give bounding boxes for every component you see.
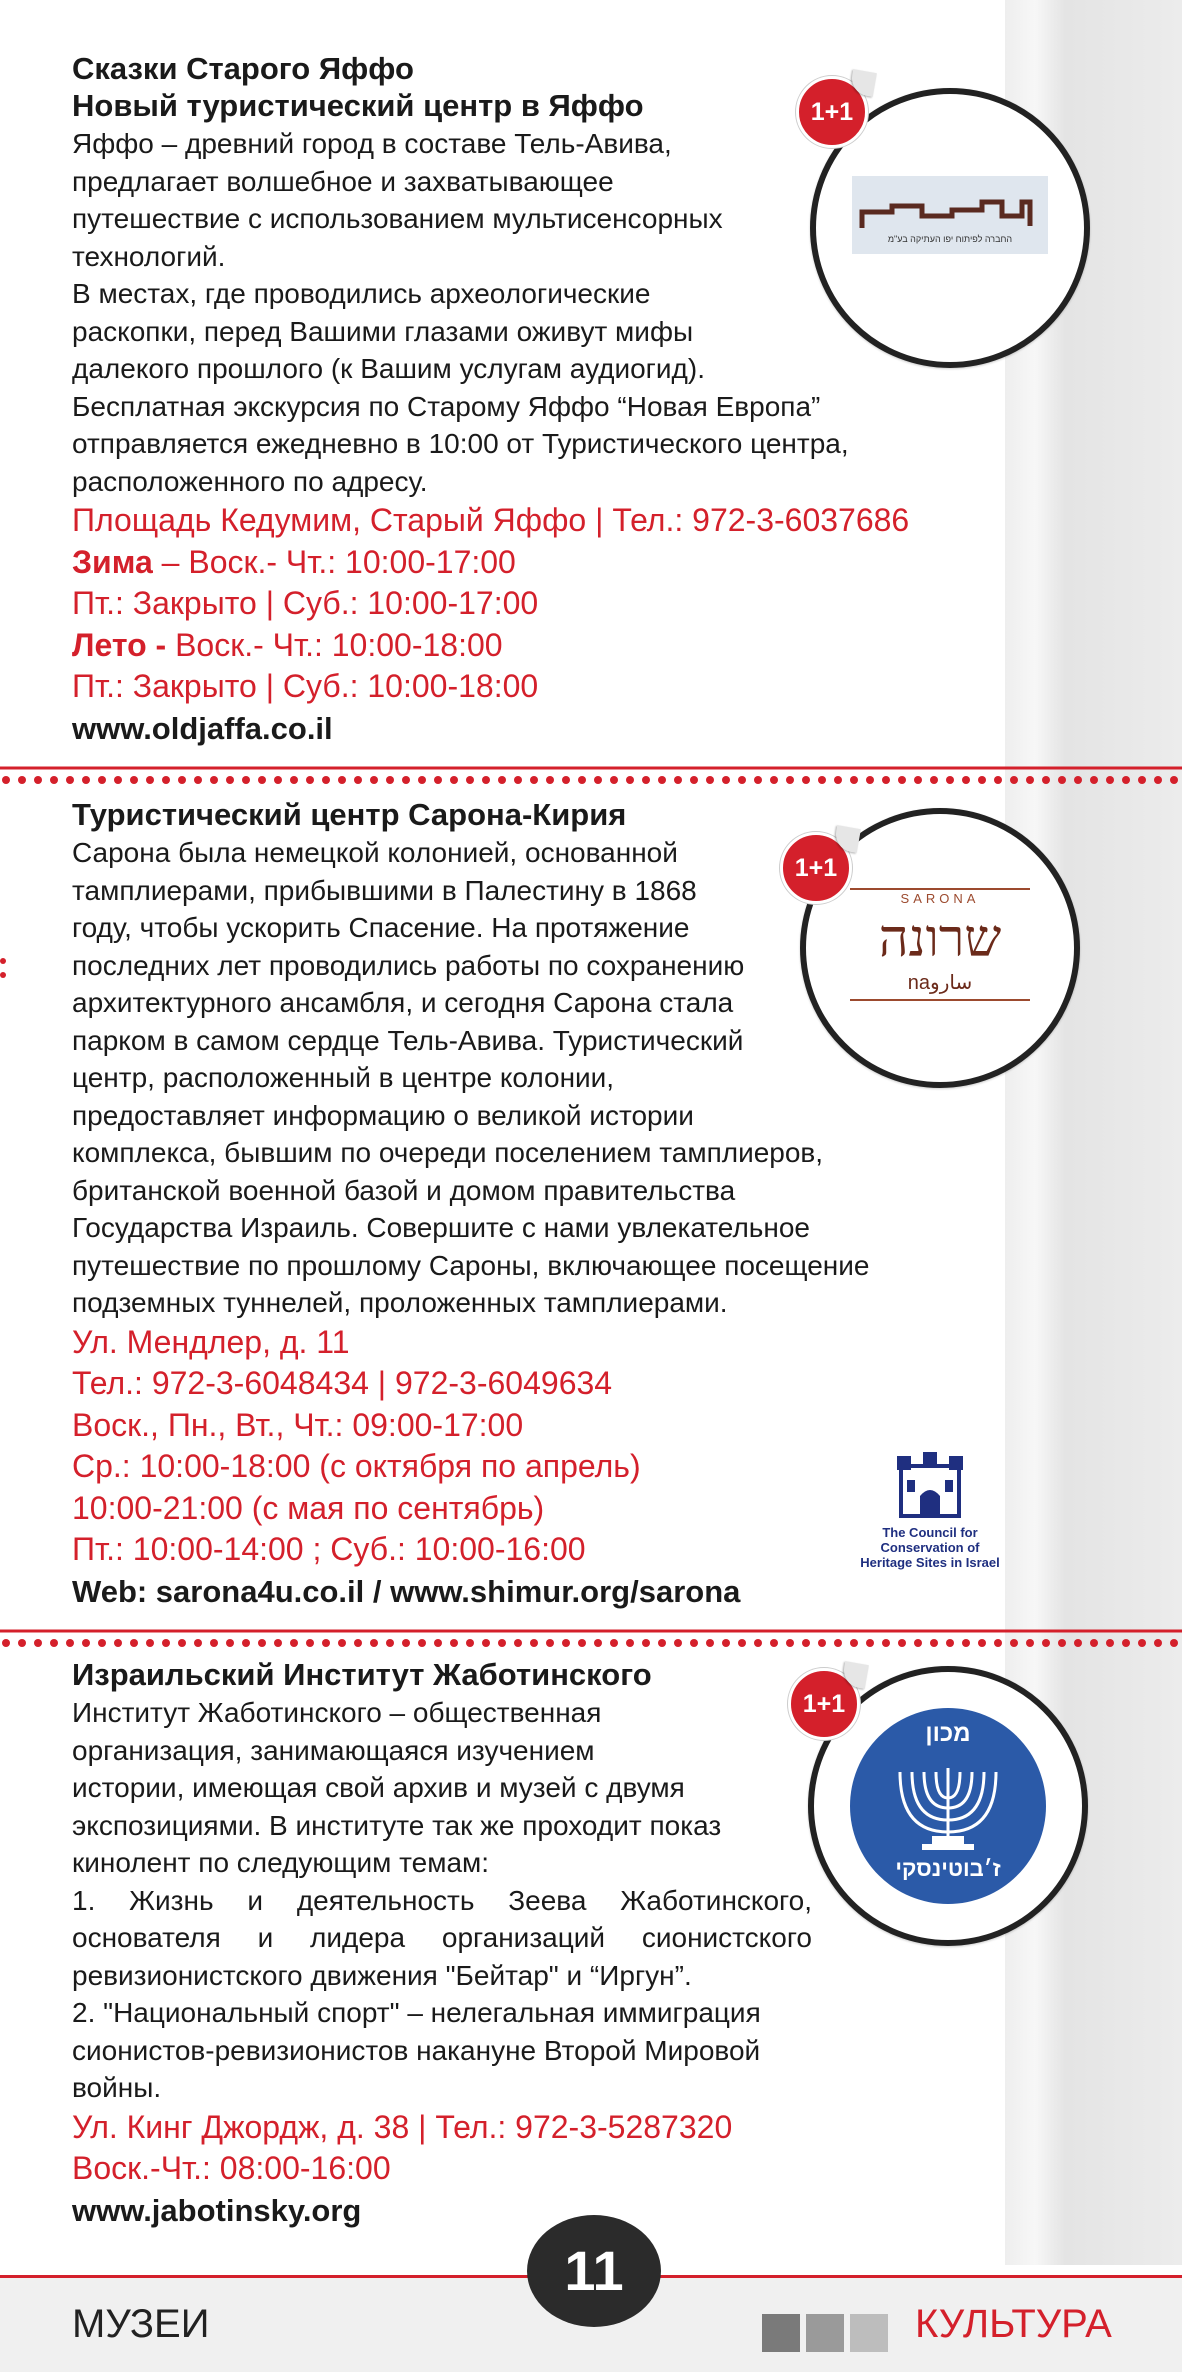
section-body: Институт Жаботинского – общественная организация, занимающаяся изучением истории, имеющая свой архив и музей с двумя экспозициями. В институте так же проходит показ кинолент по следующим темам: 1. Жизнь и деятельность Зеева Жаботинского, основателя и лидера организаций сионистского ревизионистского движения "Бейтар" и “Иргун”. 2. "Национальный спорт" – нелегальная иммиграция сионистов-ревизионистов накануне Второй Мировой войны.: [72, 1697, 812, 2103]
footer-category-right: КУЛЬТУРА: [915, 2302, 1112, 2346]
divider-dot: [1154, 1639, 1162, 1647]
divider-dot: [1026, 776, 1034, 784]
divider-dot: [1074, 776, 1082, 784]
hours: Воск., Пн., Вт., Чт.: 09:00-17:00: [72, 1406, 524, 1443]
divider-dot: [642, 776, 650, 784]
divider-dot: [786, 776, 794, 784]
divider-dot: [178, 1639, 186, 1647]
divider-dot: [722, 776, 730, 784]
divider-dot: [914, 1639, 922, 1647]
old-jaffa-logo: החברה לפיתוח יפו העתיקה בע"מ: [852, 176, 1048, 254]
divider-dot: [482, 776, 490, 784]
section-body: Яффо – древний город в составе Тель-Авива, предлагает волшебное и захватывающее путешествие с использованием мультисенсорных технологий. В местах, где проводились археологические раскопки, перед Вашими глазами оживут мифы далекого прошлого (к Вашим услугам аудиогид). Бесплатная экскурсия по Старому Яффо “Новая Европа” отправляется ежедневно в 10:00 от Туристического центра, расположенного по адресу.: [72, 128, 849, 497]
divider-dot: [850, 1639, 858, 1647]
address: Ул. Мендлер, д. 11: [72, 1323, 350, 1360]
divider-dot: [898, 1639, 906, 1647]
divider-dot: [642, 1639, 650, 1647]
divider-dot: [306, 1639, 314, 1647]
divider-dot: [722, 1639, 730, 1647]
divider-dot: [466, 776, 474, 784]
address: Площадь Кедумим, Старый Яффо | Тел.: 972-3-6037686: [72, 502, 910, 538]
divider-dot: [658, 776, 666, 784]
divider-dot: [626, 776, 634, 784]
phone: Тел.: 972-3-6048434 | 972-3-6049634: [72, 1365, 613, 1401]
divider-dot: [562, 1639, 570, 1647]
divider-dot: [530, 1639, 538, 1647]
divider-dot: [34, 1639, 42, 1647]
divider-dot: [738, 1639, 746, 1647]
divider-dot: [1106, 1639, 1114, 1647]
divider-dot: [786, 1639, 794, 1647]
divider-dot: [882, 776, 890, 784]
divider-dot: [290, 776, 298, 784]
divider-dot: [354, 1639, 362, 1647]
divider-dot: [66, 1639, 74, 1647]
divider-dot: [18, 1639, 26, 1647]
hours: Воск.-Чт.: 08:00-16:00: [72, 2150, 391, 2186]
divider-dot: [962, 776, 970, 784]
divider-dot: [850, 776, 858, 784]
divider-dot: [498, 1639, 506, 1647]
footer-category-left: МУЗЕИ: [72, 2302, 210, 2346]
jabotinsky-logo: מכון ז׳בוטינסקי: [850, 1708, 1046, 1904]
winter-hours-weekend: Пт.: Закрыто | Суб.: 10:00-17:00: [72, 585, 539, 621]
divider-dot: [114, 776, 122, 784]
divider-dot: [98, 1639, 106, 1647]
divider-dot: [242, 1639, 250, 1647]
divider-dot: [930, 776, 938, 784]
divider-dot: [1058, 1639, 1066, 1647]
divider-dot: [370, 1639, 378, 1647]
divider-dot: [1138, 776, 1146, 784]
divider-dot: [594, 776, 602, 784]
castle-icon: [893, 1452, 967, 1520]
divider-dot: [1074, 1639, 1082, 1647]
divider-dot: [1122, 1639, 1130, 1647]
divider-dot: [1058, 776, 1066, 784]
divider-dot: [978, 1639, 986, 1647]
divider-dot: [450, 776, 458, 784]
divider-dot: [258, 776, 266, 784]
divider-dot: [226, 1639, 234, 1647]
summer-hours: Лето - Воск.- Чт.: 10:00-18:00: [72, 626, 503, 663]
divider-dot: [930, 1639, 938, 1647]
divider-dot: [1170, 1639, 1178, 1647]
footer-square: [806, 2314, 844, 2352]
edge-dots: [0, 955, 8, 985]
divider-dot: [210, 1639, 218, 1647]
website-link[interactable]: www.jabotinsky.org: [72, 2192, 362, 2228]
divider-dot: [962, 1639, 970, 1647]
section-subtitle: Новый туристический центр в Яффо: [72, 88, 644, 123]
divider-dot: [658, 1639, 666, 1647]
divider-dot: [770, 1639, 778, 1647]
divider-dot: [1106, 776, 1114, 784]
divider-dot: [418, 776, 426, 784]
divider-dot: [1138, 1639, 1146, 1647]
divider-dot: [66, 776, 74, 784]
divider-dot: [530, 776, 538, 784]
divider-dot: [466, 1639, 474, 1647]
divider-dot: [1170, 776, 1178, 784]
divider-dot: [1042, 1639, 1050, 1647]
divider-dot: [882, 1639, 890, 1647]
divider-dot: [434, 776, 442, 784]
divider-dot: [226, 776, 234, 784]
divider-dot: [594, 1639, 602, 1647]
section-divider: [0, 1628, 1182, 1650]
divider-dot: [834, 1639, 842, 1647]
offer-badge: 1+1: [788, 1668, 860, 1740]
divider-dot: [82, 1639, 90, 1647]
divider-dot: [402, 776, 410, 784]
divider-dot: [562, 776, 570, 784]
divider-dot: [162, 1639, 170, 1647]
heritage-council-logo: The Council for Conservation of Heritage Sites in Israel: [842, 1452, 1018, 1570]
divider-dot: [274, 1639, 282, 1647]
divider-dot: [1026, 1639, 1034, 1647]
divider-dot: [610, 776, 618, 784]
divider-dot: [1122, 776, 1130, 784]
divider-dot: [770, 776, 778, 784]
divider-dot: [210, 776, 218, 784]
divider-dot: [274, 776, 282, 784]
divider-dot: [18, 776, 26, 784]
divider-dot: [546, 776, 554, 784]
divider-dot: [322, 1639, 330, 1647]
divider-dot: [626, 1639, 634, 1647]
divider-dot: [610, 1639, 618, 1647]
divider-dot: [802, 1639, 810, 1647]
divider-dot: [130, 1639, 138, 1647]
divider-dot: [178, 776, 186, 784]
divider-dot: [994, 1639, 1002, 1647]
divider-dot: [34, 776, 42, 784]
section-divider: [0, 765, 1182, 787]
divider-dot: [834, 776, 842, 784]
divider-dot: [194, 776, 202, 784]
divider-dot: [258, 1639, 266, 1647]
hours: Ср.: 10:00-18:00 (с октября по апрель): [72, 1448, 641, 1484]
divider-dot: [578, 776, 586, 784]
offer-badge: 1+1: [780, 832, 852, 904]
divider-dot: [482, 1639, 490, 1647]
divider-dot: [690, 1639, 698, 1647]
page-number: 11: [527, 2215, 661, 2327]
divider-dot: [754, 776, 762, 784]
divider-dot: [130, 776, 138, 784]
divider-dot: [706, 1639, 714, 1647]
divider-dot: [82, 776, 90, 784]
hours: 10:00-21:00 (с мая по сентябрь): [72, 1489, 545, 1526]
divider-dot: [338, 776, 346, 784]
divider-dot: [690, 776, 698, 784]
divider-dot: [418, 1639, 426, 1647]
divider-dot: [802, 776, 810, 784]
divider-dot: [338, 1639, 346, 1647]
divider-dot: [402, 1639, 410, 1647]
divider-dot: [706, 776, 714, 784]
divider-dot: [306, 776, 314, 784]
divider-dot: [242, 776, 250, 784]
divider-dot: [818, 1639, 826, 1647]
divider-dot: [386, 1639, 394, 1647]
section-title: Израильский Институт Жаботинского: [72, 1657, 652, 1692]
divider-dot: [674, 776, 682, 784]
divider-dot: [754, 1639, 762, 1647]
divider-dot: [114, 1639, 122, 1647]
footer-square: [850, 2314, 888, 2352]
divider-dot: [1090, 1639, 1098, 1647]
divider-dot: [434, 1639, 442, 1647]
section-title: Сказки Старого Яффо: [72, 51, 414, 86]
website-link[interactable]: www.oldjaffa.co.il: [72, 710, 333, 746]
divider-dot: [98, 776, 106, 784]
divider-dot: [322, 776, 330, 784]
divider-dot: [1010, 776, 1018, 784]
section-body: Сарона была немецкой колонией, основанной тамплиерами, прибывшими в Палестину в 1868 году, чтобы ускорить Спасение. На протяжение последних лет проводились работы по сохранению архитектурного ансамбля, и сегодня Сарона стала парком в самом сердце Тель-Авива. Туристический центр, расположенный в центре колонии, предоставляет информацию о великой истории комплекса, бывшим по очереди поселением тамплиеров, британской военной базой и домом правительства Государства Израиль. Совершите с нами увлекательное путешествие по прошлому Сароны, включающее посещение подземных туннелей, проложенных тамплиерами.: [72, 837, 870, 1318]
divider-dot: [146, 776, 154, 784]
offer-badge: 1+1: [796, 76, 868, 148]
divider-dot: [578, 1639, 586, 1647]
divider-dot: [978, 776, 986, 784]
divider-dot: [194, 1639, 202, 1647]
section-old-jaffa: [72, 50, 952, 749]
divider-dot: [2, 1639, 10, 1647]
divider-dot: [50, 776, 58, 784]
section-title: Туристический центр Сарона-Кирия: [72, 797, 627, 832]
divider-dot: [914, 776, 922, 784]
section-jabotinsky: [72, 1656, 812, 2231]
divider-dot: [498, 776, 506, 784]
divider-dot: [514, 1639, 522, 1647]
sarona-logo: SARONA שרונה ساروna: [836, 878, 1044, 1018]
divider-dot: [162, 776, 170, 784]
divider-dot: [1010, 1639, 1018, 1647]
divider-dot: [290, 1639, 298, 1647]
divider-dot: [146, 1639, 154, 1647]
winter-hours: Зима – Воск.- Чт.: 10:00-17:00: [72, 543, 516, 580]
divider-dot: [818, 776, 826, 784]
divider-dot: [450, 1639, 458, 1647]
divider-dot: [354, 776, 362, 784]
divider-dot: [994, 776, 1002, 784]
divider-dot: [50, 1639, 58, 1647]
divider-dot: [1090, 776, 1098, 784]
divider-dot: [946, 776, 954, 784]
footer-square: [762, 2314, 800, 2352]
divider-dot: [674, 1639, 682, 1647]
divider-dot: [386, 776, 394, 784]
address-phone: Ул. Кинг Джордж, д. 38 | Тел.: 972-3-5287320: [72, 2108, 733, 2145]
divider-dot: [1042, 776, 1050, 784]
divider-dot: [370, 776, 378, 784]
divider-dot: [1154, 776, 1162, 784]
divider-dot: [866, 1639, 874, 1647]
hours: Пт.: 10:00-14:00 ; Суб.: 10:00-16:00: [72, 1531, 586, 1567]
divider-dot: [514, 776, 522, 784]
divider-dot: [2, 776, 10, 784]
divider-dot: [946, 1639, 954, 1647]
summer-hours-weekend: Пт.: Закрыто | Суб.: 10:00-18:00: [72, 668, 539, 704]
website-link[interactable]: Web: sarona4u.co.il / www.shimur.org/sarona: [72, 1573, 741, 1609]
divider-dot: [866, 776, 874, 784]
divider-dot: [898, 776, 906, 784]
divider-dot: [738, 776, 746, 784]
divider-dot: [546, 1639, 554, 1647]
